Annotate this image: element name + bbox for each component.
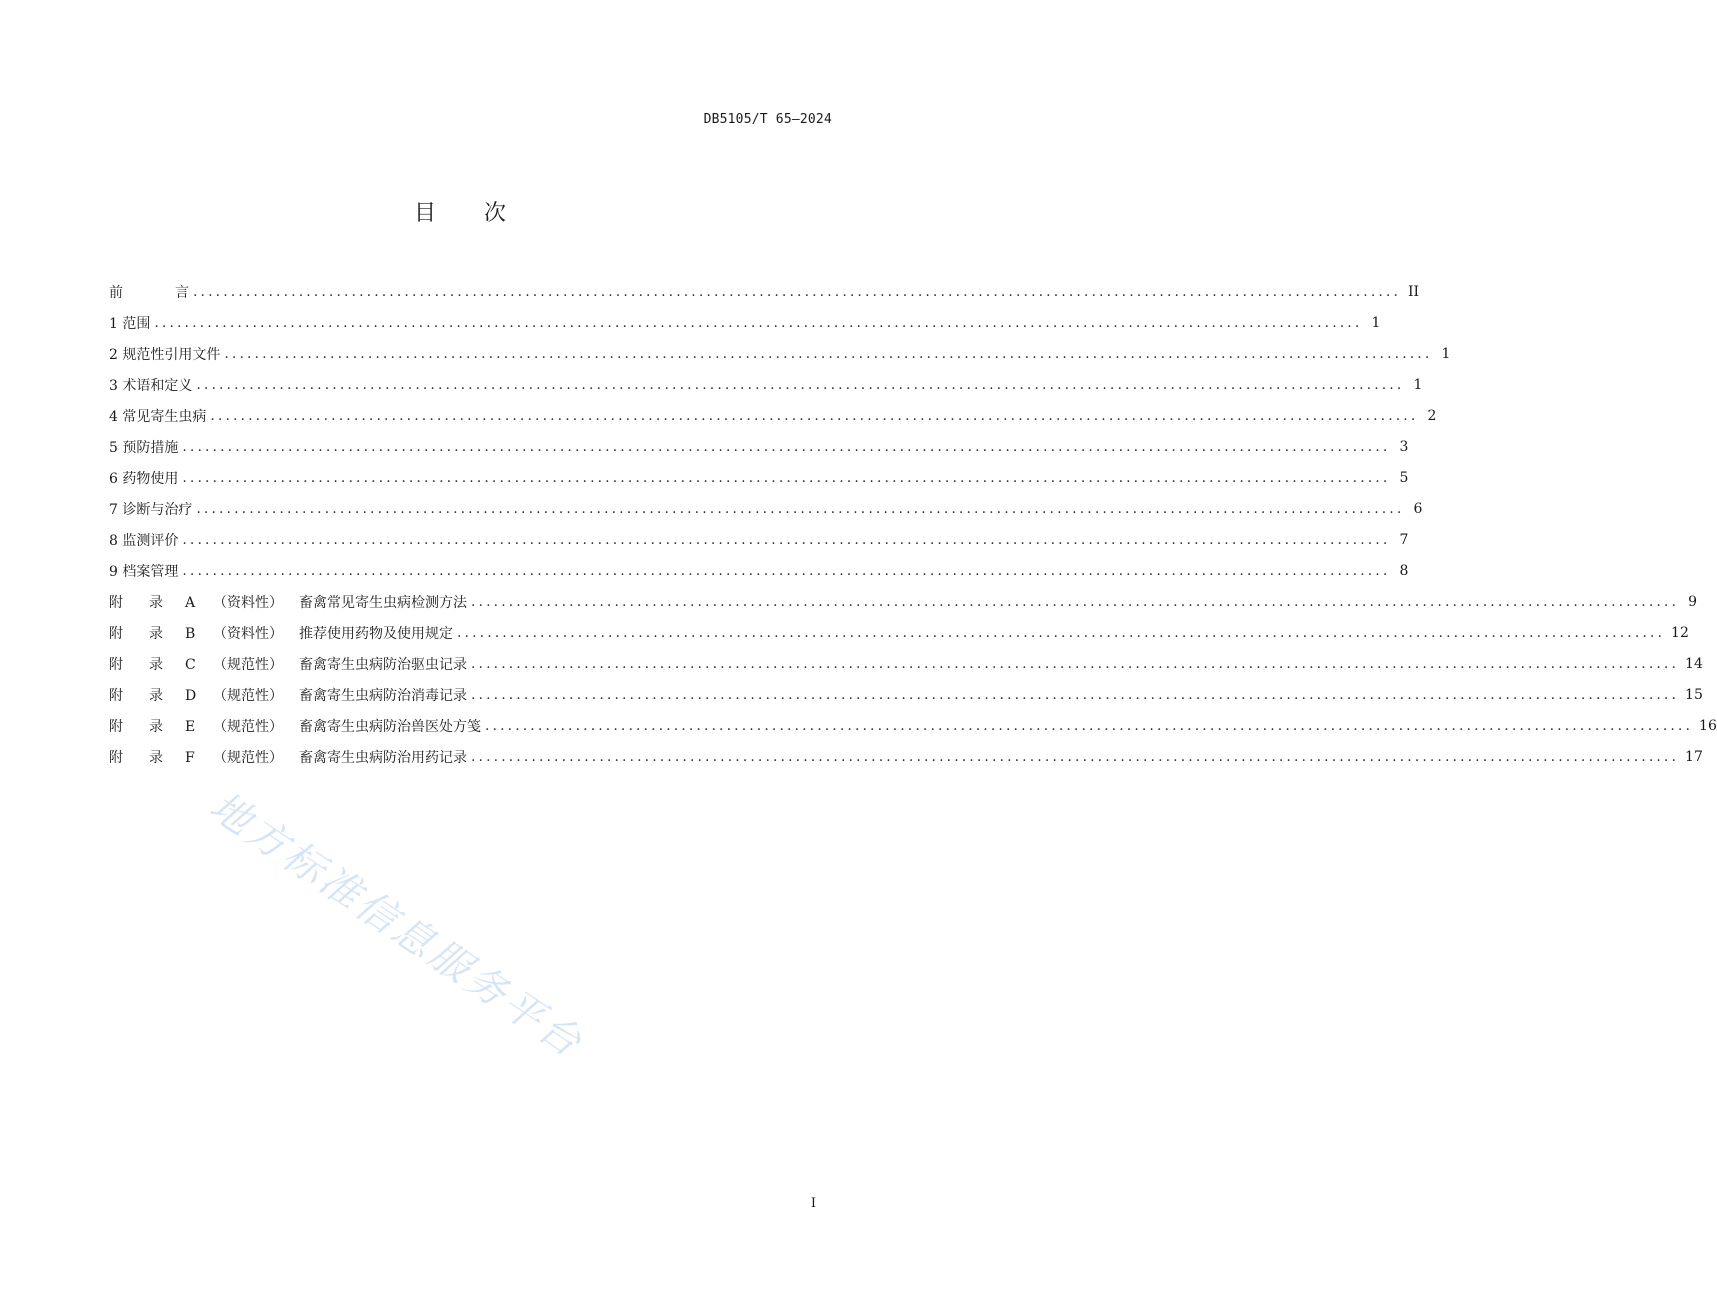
toc-entry-page: 12 — [1671, 624, 1689, 641]
toc-entry-label-char: 前 — [109, 284, 123, 301]
toc-entry-label — [109, 623, 453, 643]
appendix-nature: （规范性） — [213, 687, 283, 704]
toc-entry-page: 1 — [1441, 345, 1451, 362]
appendix-name: 推荐使用药物及使用规定 — [299, 625, 453, 642]
toc-leader-dots: ................................................................................................................................................................ — [224, 345, 1433, 362]
appendix-letter: B — [185, 625, 196, 642]
table-of-contents — [109, 276, 1717, 772]
appendix-nature: （资料性） — [213, 594, 283, 611]
toc-entry[interactable] — [109, 586, 1698, 617]
appendix-prefix: 附 录 — [109, 656, 163, 673]
toc-leader-dots: ................................................................................................................................................................ — [210, 407, 1419, 424]
toc-entry-label: 6 药物使用 — [109, 470, 179, 487]
toc-entry[interactable] — [109, 493, 1423, 524]
toc-entry-label-char: 言 — [175, 284, 189, 301]
toc-leader-dots: ................................................................................................................................................................ — [154, 314, 1363, 331]
toc-entry-label: 7 诊断与治疗 — [109, 501, 193, 518]
toc-entry-page: 7 — [1399, 531, 1409, 548]
toc-entry-page: 5 — [1399, 469, 1409, 486]
toc-entry-page: 2 — [1427, 407, 1437, 424]
toc-leader-dots: ................................................................................................................................................................ — [182, 438, 1391, 455]
appendix-letter: C — [185, 656, 196, 673]
appendix-prefix: 附 录 — [109, 594, 163, 611]
toc-entry[interactable] — [109, 338, 1451, 369]
toc-entry-label — [109, 716, 481, 736]
toc-leader-dots: ................................................................................................................................................................ — [196, 500, 1405, 517]
toc-entry-page: 6 — [1413, 500, 1423, 517]
toc-entry-page: 9 — [1688, 593, 1698, 610]
appendix-letter: F — [185, 749, 195, 766]
toc-leader-dots: ................................................................................................................................................................ — [196, 376, 1405, 393]
appendix-name: 畜禽常见寄生虫病检测方法 — [299, 594, 467, 611]
toc-leader-dots: ................................................................................................................................................................ — [182, 562, 1391, 579]
appendix-prefix: 附 录 — [109, 687, 163, 704]
toc-entry-label — [109, 282, 189, 302]
page-number: I — [810, 1196, 816, 1211]
toc-entry-page: 8 — [1399, 562, 1409, 579]
toc-entry-label — [109, 654, 467, 674]
toc-entry-page: 1 — [1413, 376, 1423, 393]
appendix-nature: （规范性） — [213, 749, 283, 766]
appendix-letter: A — [185, 594, 196, 611]
toc-entry[interactable] — [109, 617, 1689, 648]
toc-entry-label: 9 档案管理 — [109, 563, 179, 580]
appendix-name: 畜禽寄生虫病防治兽医处方笺 — [299, 718, 481, 735]
appendix-nature: （规范性） — [213, 718, 283, 735]
toc-entry[interactable] — [109, 369, 1423, 400]
toc-entry-page: 17 — [1685, 748, 1703, 765]
appendix-name: 畜禽寄生虫病防治用药记录 — [299, 749, 467, 766]
toc-entry[interactable] — [109, 648, 1703, 679]
page-title: 目次 — [413, 201, 554, 226]
toc-entry-page: 1 — [1371, 314, 1381, 331]
toc-leader-dots: ................................................................................................................................................................ — [471, 655, 1680, 672]
toc-leader-dots: ................................................................................................................................................................ — [182, 531, 1391, 548]
toc-entry-label: 8 监测评价 — [109, 532, 179, 549]
appendix-letter: D — [185, 687, 197, 704]
toc-leader-dots: ................................................................................................................................................................ — [193, 283, 1402, 300]
toc-entry[interactable] — [109, 741, 1703, 772]
toc-entry[interactable] — [109, 431, 1409, 462]
toc-entry-page: II — [1407, 283, 1420, 300]
toc-entry-label: 2 规范性引用文件 — [109, 346, 221, 363]
watermark: 地方标准信息服务平台 — [201, 783, 592, 1068]
toc-entry-label — [109, 592, 467, 612]
toc-leader-dots: ................................................................................................................................................................ — [182, 469, 1391, 486]
toc-entry[interactable] — [109, 462, 1409, 493]
toc-entry-label — [109, 747, 467, 767]
toc-entry-label: 5 预防措施 — [109, 439, 179, 456]
toc-entry-label — [109, 685, 467, 705]
toc-entry[interactable] — [109, 555, 1409, 586]
appendix-nature: （资料性） — [213, 625, 283, 642]
toc-entry-label: 4 常见寄生虫病 — [109, 408, 207, 425]
toc-entry-label: 1 范围 — [109, 315, 151, 332]
toc-entry-page: 16 — [1699, 717, 1717, 734]
toc-leader-dots: ................................................................................................................................................................ — [485, 717, 1694, 734]
appendix-prefix: 附 录 — [109, 749, 163, 766]
toc-leader-dots: ................................................................................................................................................................ — [457, 624, 1666, 641]
toc-leader-dots: ................................................................................................................................................................ — [471, 686, 1680, 703]
appendix-prefix: 附 录 — [109, 625, 163, 642]
toc-leader-dots: ................................................................................................................................................................ — [471, 593, 1680, 610]
appendix-letter: E — [185, 718, 196, 735]
toc-entry-label: 3 术语和定义 — [109, 377, 193, 394]
appendix-prefix: 附 录 — [109, 718, 163, 735]
toc-leader-dots: ................................................................................................................................................................ — [471, 748, 1680, 765]
toc-entry-page: 3 — [1399, 438, 1409, 455]
appendix-nature: （规范性） — [213, 656, 283, 673]
toc-entry[interactable] — [109, 400, 1437, 431]
appendix-name: 畜禽寄生虫病防治驱虫记录 — [299, 656, 467, 673]
toc-entry[interactable] — [109, 307, 1381, 338]
toc-entry-page: 15 — [1685, 686, 1703, 703]
toc-entry-page: 14 — [1685, 655, 1703, 672]
toc-entry[interactable] — [109, 710, 1717, 741]
document-code: DB5105/T 65—2024 — [703, 112, 832, 127]
appendix-name: 畜禽寄生虫病防治消毒记录 — [299, 687, 467, 704]
toc-entry[interactable] — [109, 276, 1420, 307]
toc-entry[interactable] — [109, 679, 1703, 710]
toc-entry[interactable] — [109, 524, 1409, 555]
